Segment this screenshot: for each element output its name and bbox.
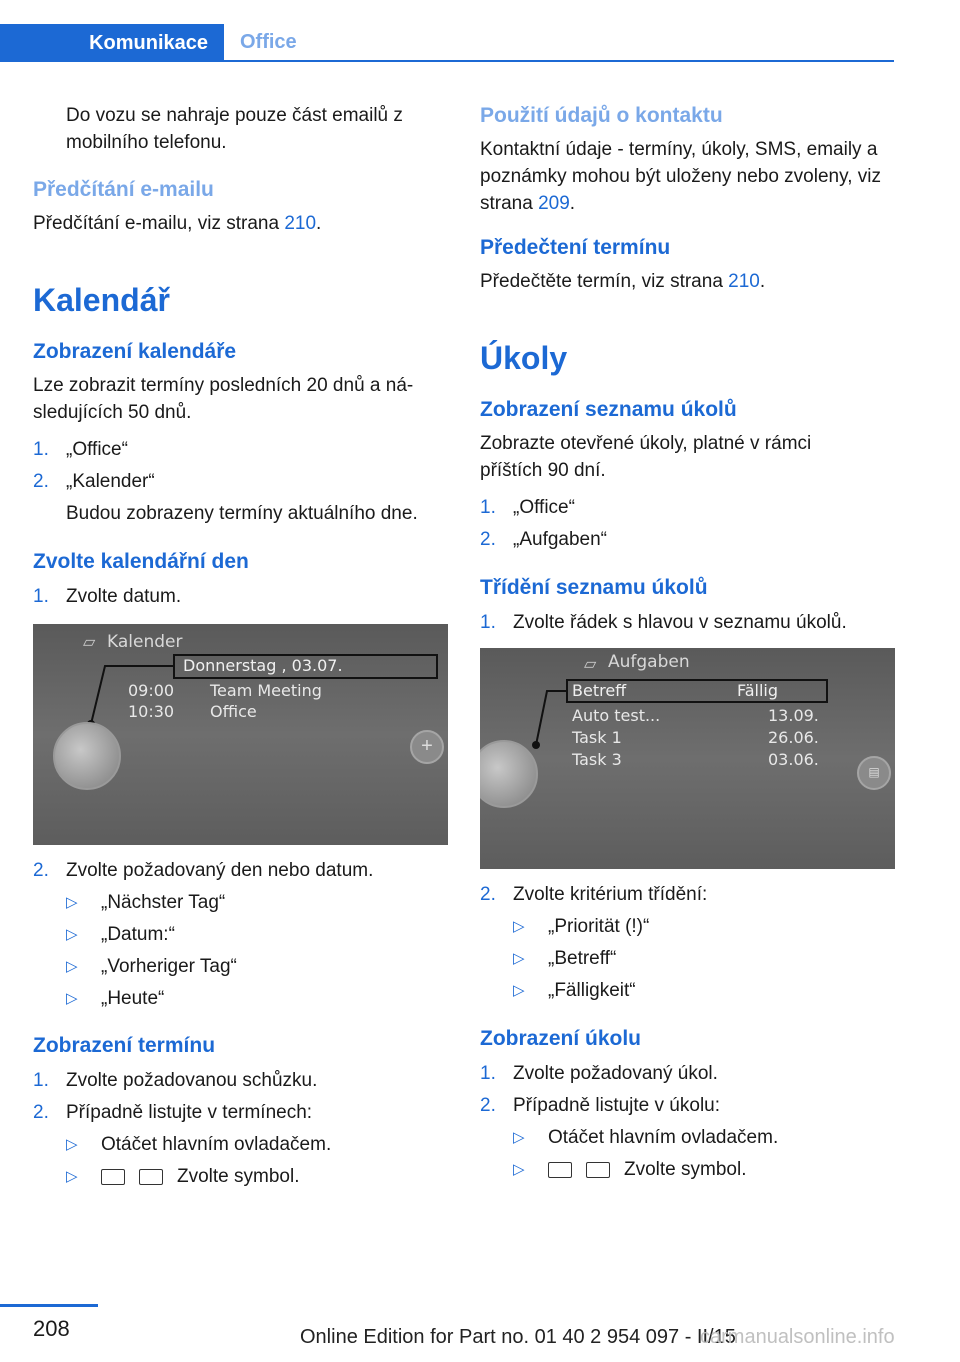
- step-number: 2.: [33, 471, 49, 492]
- task-date: 03.06.: [768, 750, 819, 769]
- task-list-heading: Zobrazení seznamu úkolů: [480, 398, 737, 421]
- step-number: 1.: [480, 1063, 496, 1084]
- read-email-heading: Předčítání e-mailu: [33, 178, 214, 201]
- show-appt-heading: Zobrazení termínu: [33, 1034, 216, 1057]
- triangle-bullet-icon: ▷: [66, 894, 78, 911]
- step-text: Zvolte řádek s hlavou v seznamu úkolů.: [513, 612, 847, 633]
- step-text: „Office“: [66, 439, 128, 460]
- screen-title: Aufgaben: [608, 652, 690, 672]
- readout-text: Předečtěte termín, viz strana 210.: [480, 271, 766, 292]
- appt-time: 10:30: [128, 702, 175, 721]
- option-text: „Heute“: [101, 988, 165, 1009]
- step-text: „Office“: [513, 497, 575, 518]
- triangle-bullet-icon: ▷: [513, 950, 525, 967]
- step-number: 2.: [33, 1102, 49, 1123]
- step-number: 2.: [480, 529, 496, 550]
- show-calendar-text: Lze zobrazit termíny posledních 20 dnů a ná-sledujících 50 dnů.: [33, 375, 414, 423]
- triangle-bullet-icon: ▷: [66, 1168, 78, 1185]
- tab-office[interactable]: Office: [224, 24, 894, 62]
- option-text: „Priorität (!)“: [548, 916, 650, 937]
- step-text: „Kalender“: [66, 471, 155, 492]
- watermark: carmanualsonline.info: [700, 1326, 895, 1348]
- readout-heading: Předečtení termínu: [480, 236, 671, 259]
- step-number: 1.: [33, 1070, 49, 1091]
- step-text: Zvolte požadovaný den nebo datum.: [66, 860, 374, 881]
- step-text: Zvolte datum.: [66, 586, 182, 607]
- step-text: Zvolte požadovanou schůzku.: [66, 1070, 318, 1091]
- option-text: Otáčet hlavním ovladačem.: [101, 1134, 332, 1155]
- read-email-page-link[interactable]: 210: [284, 213, 317, 234]
- step-number: 2.: [480, 1095, 496, 1116]
- readout-page-link[interactable]: 210: [728, 271, 760, 292]
- step-text: Případně listujte v úkolu:: [513, 1095, 721, 1116]
- next-symbol-icon: [586, 1162, 610, 1178]
- triangle-bullet-icon: ▷: [66, 926, 78, 943]
- previous-symbol-icon: [548, 1162, 572, 1178]
- step-number: 2.: [480, 884, 496, 905]
- triangle-bullet-icon: ▷: [513, 1161, 525, 1178]
- pointer-line: [480, 648, 895, 869]
- task-name: Auto test...: [572, 706, 661, 725]
- column-header-due: Fällig: [737, 681, 779, 700]
- option-text: „Nächster Tag“: [101, 892, 226, 913]
- tasks-title: Úkoly: [480, 340, 568, 376]
- tasks-screen: [480, 648, 895, 869]
- option-text: „Fälligkeit“: [548, 980, 636, 1001]
- task-date: 13.09.: [768, 706, 819, 725]
- tasks-icon: ▱: [584, 656, 597, 673]
- step-number: 1.: [33, 586, 49, 607]
- triangle-bullet-icon: ▷: [66, 958, 78, 975]
- contact-heading: Použití údajů o kontaktu: [480, 104, 723, 127]
- task-name: Task 3: [572, 750, 622, 769]
- task-list-text: Zobrazte otevřené úkoly, platné v rámci příštích 90 dní.: [480, 433, 812, 481]
- step-number: 1.: [480, 612, 496, 633]
- option-text: Otáčet hlavním ovladačem.: [548, 1127, 779, 1148]
- edition-text: Online Edition for Part no. 01 40 2 954 097 - II/15: [300, 1326, 736, 1348]
- step-text: „Aufgaben“: [513, 529, 608, 550]
- show-task-heading: Zobrazení úkolu: [480, 1027, 642, 1050]
- step-number: 2.: [33, 860, 49, 881]
- calendar-screen: [33, 624, 448, 845]
- read-email-text: Předčítání e-mailu, viz strana 210.: [33, 213, 322, 234]
- option-text: „Vorheriger Tag“: [101, 956, 237, 977]
- option-text: „Datum:“: [101, 924, 175, 945]
- step-number: 1.: [33, 439, 49, 460]
- intro-text: Do vozu se nahraje pouze část emailů z mobilního telefonu.: [66, 105, 403, 153]
- step-text: Případně listujte v termínech:: [66, 1102, 313, 1123]
- triangle-bullet-icon: ▷: [66, 1136, 78, 1153]
- controller-knob: [53, 722, 121, 790]
- appt-label: Team Meeting: [210, 681, 322, 700]
- column-header-subject: Betreff: [572, 681, 627, 700]
- step-text: Zvolte kritérium třídění:: [513, 884, 708, 905]
- triangle-bullet-icon: ▷: [513, 982, 525, 999]
- tab-komunikace[interactable]: Komunikace: [0, 24, 224, 62]
- appt-time: 09:00: [128, 681, 175, 700]
- footer-rule: [0, 1304, 98, 1307]
- plus-icon: +: [410, 730, 444, 764]
- task-name: Task 1: [572, 728, 622, 747]
- triangle-bullet-icon: ▷: [513, 918, 525, 935]
- option-text: „Betreff“: [548, 948, 617, 969]
- options-icon: ▤: [857, 756, 891, 790]
- next-symbol-icon: [139, 1169, 163, 1185]
- screen-title: Kalender: [107, 632, 183, 652]
- calendar-icon: ▱: [83, 634, 96, 651]
- step-number: 1.: [480, 497, 496, 518]
- calendar-title: Kalendář: [33, 282, 170, 318]
- option-text: Zvolte symbol.: [101, 1163, 299, 1190]
- sort-heading: Třídění seznamu úkolů: [480, 576, 708, 599]
- option-text: Zvolte symbol.: [548, 1156, 746, 1183]
- page-number: 208: [33, 1316, 70, 1341]
- appt-label: Office: [210, 702, 257, 721]
- show-calendar-heading: Zobrazení kalendáře: [33, 340, 237, 363]
- contact-page-link[interactable]: 209: [538, 193, 570, 214]
- choose-day-heading: Zvolte kalendářní den: [33, 550, 249, 573]
- step-note: Budou zobrazeny termíny aktuálního dne.: [66, 503, 418, 524]
- triangle-bullet-icon: ▷: [513, 1129, 525, 1146]
- task-date: 26.06.: [768, 728, 819, 747]
- triangle-bullet-icon: ▷: [66, 990, 78, 1007]
- contact-text: Kontaktní údaje - termíny, úkoly, SMS, emaily a poznámky mohou být uloženy nebo zvoleny, viz strana 209.: [480, 139, 881, 214]
- previous-symbol-icon: [101, 1169, 125, 1185]
- date-label: Donnerstag , 03.07.: [183, 656, 343, 675]
- step-text: Zvolte požadovaný úkol.: [513, 1063, 718, 1084]
